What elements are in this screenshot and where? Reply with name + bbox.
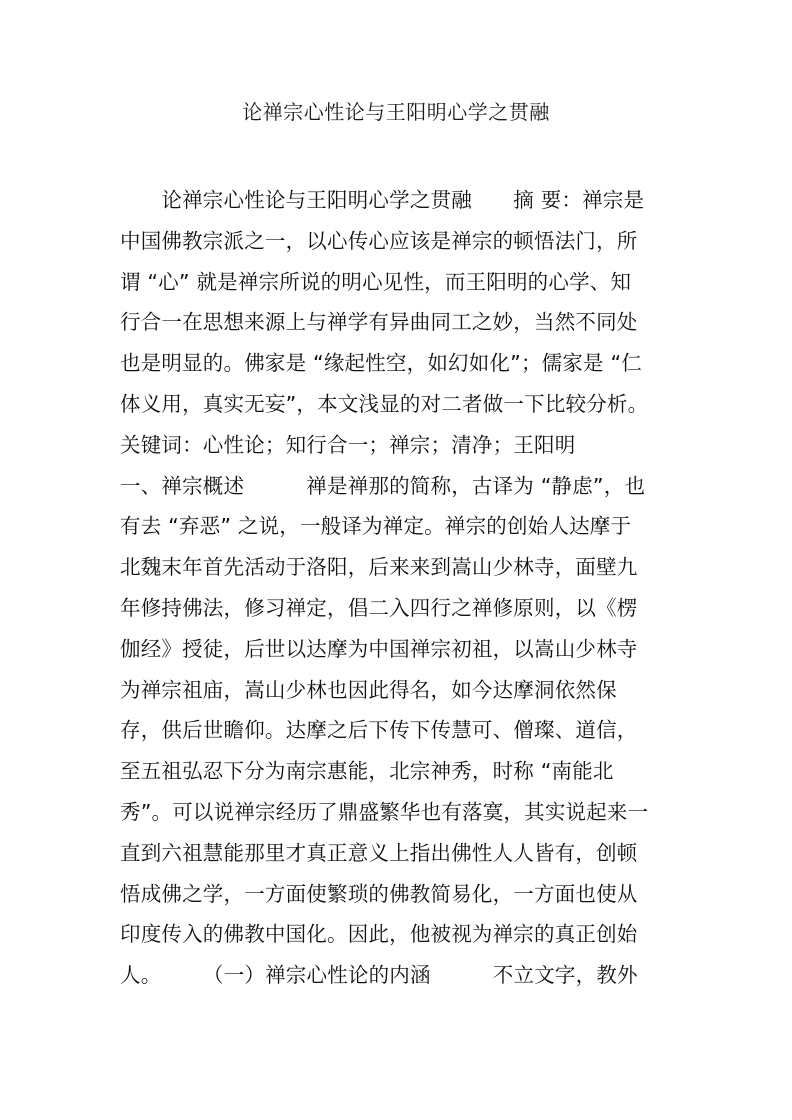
text-line: 谓 “心” 就是禅宗所说的明心见性，而王阳明的心学、知 xyxy=(120,269,632,294)
text-line: 直到六祖慧能那里才真正意义上指出佛性人人皆有，创顿 xyxy=(120,840,638,865)
text-line: 存，供后世瞻仰。达摩之后下传下传慧可、僧璨、道信， xyxy=(120,718,638,743)
body-text xyxy=(120,180,680,996)
text-line: 伽经》授徒，后世以达摩为中国禅宗初祖，以嵩山少林寺 xyxy=(120,636,638,661)
text-line: 也是明显的。佛家是 “缘起性空，如幻如化”；儒家是 “仁 xyxy=(120,351,642,376)
text-line: 印度传入的佛教中国化。因此，他被视为禅宗的真正创始 xyxy=(120,922,638,947)
text-line: 秀”。可以说禅宗经历了鼎盛繁华也有落寞，其实说起来一 xyxy=(120,799,649,824)
document-title: 论禅宗心性论与王阳明心学之贯融 xyxy=(242,100,550,124)
text-line: 人。 （一）禅宗心性论的内涵 不立文字，教外 xyxy=(120,963,638,988)
text-line: 北魏末年首先活动于洛阳，后来来到嵩山少林寺，面壁九 xyxy=(120,555,638,580)
text-line: 有去 “弃恶” 之说，一般译为禅定。禅宗的创始人达摩于 xyxy=(120,514,632,539)
text-line: 关键词：心性论；知行合一；禅宗；清净；王阳明 xyxy=(120,432,576,457)
text-line: 一、禅宗概述 禅是禅那的简称，古译为 “静虑”，也 xyxy=(120,473,646,498)
text-line: 悟成佛之学，一方面使繁琐的佛教简易化，一方面也使从 xyxy=(120,881,638,906)
text-line: 年修持佛法，修习禅定，倡二入四行之禅修原则，以《楞 xyxy=(120,595,638,620)
text-line: 论禅宗心性论与王阳明心学之贯融 摘 要：禅宗是 xyxy=(120,188,645,212)
text-line: 为禅宗祖庙，嵩山少林也因此得名，如今达摩洞依然保 xyxy=(120,677,617,702)
text-line: 至五祖弘忍下分为南宗惠能，北宗神秀，时称 “南能北 xyxy=(120,759,614,784)
text-line: 行合一在思想来源上与禅学有异曲同工之妙，当然不同处 xyxy=(120,310,638,335)
text-line: 体义用，真实无妄”，本文浅显的对二者做一下比较分析。 xyxy=(120,391,649,416)
text-line: 中国佛教宗派之一，以心传心应该是禅宗的顿悟法门，所 xyxy=(120,228,638,253)
